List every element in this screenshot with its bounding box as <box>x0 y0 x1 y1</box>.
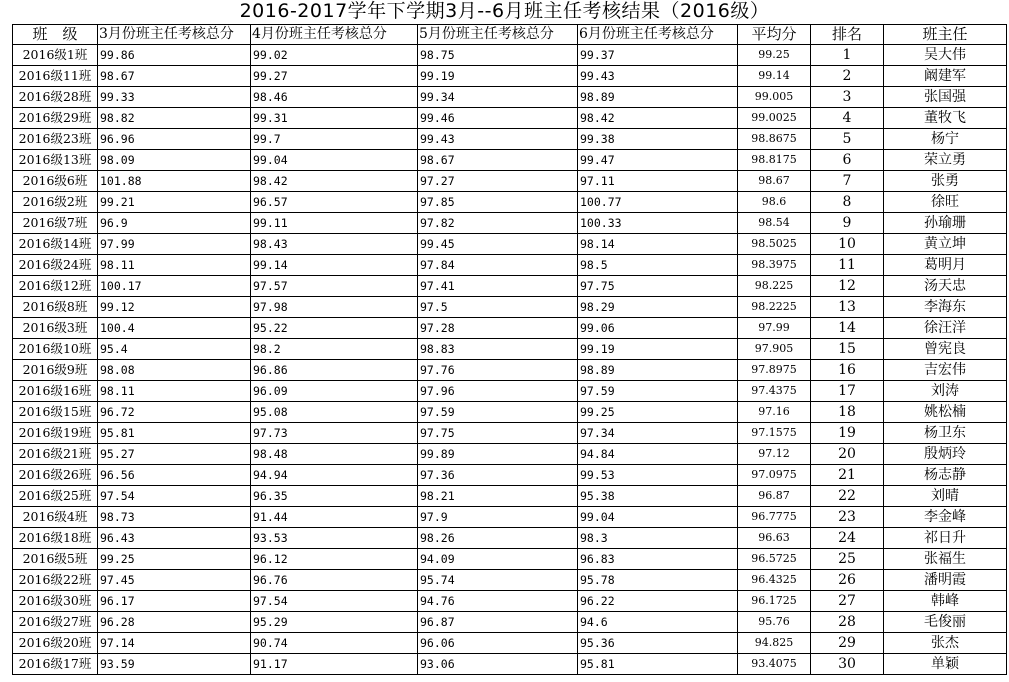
april-score-cell: 91.17 <box>251 654 418 675</box>
table-row <box>13 549 1007 570</box>
rank-cell: 30 <box>811 654 884 675</box>
class-cell: 2016级30班 <box>13 591 98 612</box>
rank-cell: 7 <box>811 171 884 192</box>
teacher-cell: 阚建军 <box>884 66 1007 87</box>
april-score-cell: 96.12 <box>251 549 418 570</box>
rank-cell: 22 <box>811 486 884 507</box>
april-score-cell: 95.08 <box>251 402 418 423</box>
header-average: 平均分 <box>738 25 811 45</box>
class-cell: 2016级12班 <box>13 276 98 297</box>
teacher-cell: 董牧飞 <box>884 108 1007 129</box>
header-teacher: 班主任 <box>884 25 1007 45</box>
class-cell: 2016级28班 <box>13 87 98 108</box>
march-score-cell: 97.45 <box>98 570 251 591</box>
class-cell: 2016级2班 <box>13 192 98 213</box>
table-row <box>13 150 1007 171</box>
class-cell: 2016级10班 <box>13 339 98 360</box>
april-score-cell: 90.74 <box>251 633 418 654</box>
teacher-cell: 潘明霞 <box>884 570 1007 591</box>
average-cell: 95.76 <box>738 612 811 633</box>
april-score-cell: 96.76 <box>251 570 418 591</box>
march-score-cell: 99.12 <box>98 297 251 318</box>
may-score-cell: 96.06 <box>418 633 578 654</box>
may-score-cell: 94.09 <box>418 549 578 570</box>
april-score-cell: 93.53 <box>251 528 418 549</box>
april-score-cell: 96.09 <box>251 381 418 402</box>
march-score-cell: 96.56 <box>98 465 251 486</box>
average-cell: 98.54 <box>738 213 811 234</box>
table-row <box>13 570 1007 591</box>
rank-cell: 16 <box>811 360 884 381</box>
average-cell: 98.67 <box>738 171 811 192</box>
may-score-cell: 97.75 <box>418 423 578 444</box>
june-score-cell: 98.29 <box>578 297 738 318</box>
header-march: 3月份班主任考核总分 <box>98 25 251 45</box>
average-cell: 97.12 <box>738 444 811 465</box>
june-score-cell: 95.78 <box>578 570 738 591</box>
march-score-cell: 100.4 <box>98 318 251 339</box>
april-score-cell: 98.42 <box>251 171 418 192</box>
table-row <box>13 633 1007 654</box>
april-score-cell: 95.22 <box>251 318 418 339</box>
table-row <box>13 213 1007 234</box>
march-score-cell: 99.25 <box>98 549 251 570</box>
march-score-cell: 96.96 <box>98 129 251 150</box>
class-cell: 2016级26班 <box>13 465 98 486</box>
table-row <box>13 276 1007 297</box>
march-score-cell: 98.67 <box>98 66 251 87</box>
class-cell: 2016级15班 <box>13 402 98 423</box>
teacher-cell: 殷炳玲 <box>884 444 1007 465</box>
march-score-cell: 98.82 <box>98 108 251 129</box>
march-score-cell: 98.11 <box>98 255 251 276</box>
april-score-cell: 97.98 <box>251 297 418 318</box>
may-score-cell: 95.74 <box>418 570 578 591</box>
table-row <box>13 108 1007 129</box>
march-score-cell: 98.11 <box>98 381 251 402</box>
may-score-cell: 93.06 <box>418 654 578 675</box>
may-score-cell: 98.67 <box>418 150 578 171</box>
june-score-cell: 97.75 <box>578 276 738 297</box>
header-class: 班 级 <box>13 25 98 45</box>
rank-cell: 17 <box>811 381 884 402</box>
may-score-cell: 97.59 <box>418 402 578 423</box>
teacher-cell: 刘涛 <box>884 381 1007 402</box>
rank-cell: 4 <box>811 108 884 129</box>
may-score-cell: 99.43 <box>418 129 578 150</box>
table-row <box>13 465 1007 486</box>
table-row <box>13 87 1007 108</box>
april-score-cell: 98.43 <box>251 234 418 255</box>
june-score-cell: 99.43 <box>578 66 738 87</box>
class-cell: 2016级25班 <box>13 486 98 507</box>
april-score-cell: 99.7 <box>251 129 418 150</box>
average-cell: 98.225 <box>738 276 811 297</box>
april-score-cell: 96.57 <box>251 192 418 213</box>
june-score-cell: 99.06 <box>578 318 738 339</box>
teacher-cell: 汤天忠 <box>884 276 1007 297</box>
rank-cell: 3 <box>811 87 884 108</box>
rank-cell: 29 <box>811 633 884 654</box>
april-score-cell: 98.48 <box>251 444 418 465</box>
may-score-cell: 97.76 <box>418 360 578 381</box>
rank-cell: 19 <box>811 423 884 444</box>
teacher-cell: 张国强 <box>884 87 1007 108</box>
teacher-cell: 孙瑜珊 <box>884 213 1007 234</box>
average-cell: 99.14 <box>738 66 811 87</box>
march-score-cell: 93.59 <box>98 654 251 675</box>
table-row <box>13 45 1007 66</box>
rank-cell: 8 <box>811 192 884 213</box>
header-april: 4月份班主任考核总分 <box>251 25 418 45</box>
rank-cell: 14 <box>811 318 884 339</box>
rank-cell: 10 <box>811 234 884 255</box>
header-may: 5月份班主任考核总分 <box>418 25 578 45</box>
rank-cell: 5 <box>811 129 884 150</box>
class-cell: 2016级9班 <box>13 360 98 381</box>
teacher-cell: 毛俊丽 <box>884 612 1007 633</box>
class-cell: 2016级17班 <box>13 654 98 675</box>
april-score-cell: 99.14 <box>251 255 418 276</box>
march-score-cell: 99.21 <box>98 192 251 213</box>
may-score-cell: 99.34 <box>418 87 578 108</box>
class-cell: 2016级4班 <box>13 507 98 528</box>
header-june: 6月份班主任考核总分 <box>578 25 738 45</box>
table-row <box>13 444 1007 465</box>
may-score-cell: 98.21 <box>418 486 578 507</box>
june-score-cell: 99.53 <box>578 465 738 486</box>
may-score-cell: 97.27 <box>418 171 578 192</box>
average-cell: 96.87 <box>738 486 811 507</box>
june-score-cell: 99.37 <box>578 45 738 66</box>
average-cell: 96.5725 <box>738 549 811 570</box>
table-row <box>13 234 1007 255</box>
may-score-cell: 99.19 <box>418 66 578 87</box>
june-score-cell: 100.77 <box>578 192 738 213</box>
march-score-cell: 98.09 <box>98 150 251 171</box>
average-cell: 97.0975 <box>738 465 811 486</box>
table-row <box>13 507 1007 528</box>
rank-cell: 18 <box>811 402 884 423</box>
teacher-cell: 杨志静 <box>884 465 1007 486</box>
header-row <box>13 25 1007 45</box>
rank-cell: 12 <box>811 276 884 297</box>
rank-cell: 2 <box>811 66 884 87</box>
may-score-cell: 97.36 <box>418 465 578 486</box>
rank-cell: 11 <box>811 255 884 276</box>
class-cell: 2016级29班 <box>13 108 98 129</box>
march-score-cell: 101.88 <box>98 171 251 192</box>
teacher-cell: 刘晴 <box>884 486 1007 507</box>
march-score-cell: 96.17 <box>98 591 251 612</box>
june-score-cell: 94.6 <box>578 612 738 633</box>
class-cell: 2016级18班 <box>13 528 98 549</box>
may-score-cell: 97.96 <box>418 381 578 402</box>
june-score-cell: 97.59 <box>578 381 738 402</box>
may-score-cell: 97.84 <box>418 255 578 276</box>
april-score-cell: 96.86 <box>251 360 418 381</box>
table-row <box>13 381 1007 402</box>
table-row <box>13 171 1007 192</box>
sheet-title: 2016-2017学年下学期3月--6月班主任考核结果（2016级） <box>239 0 770 22</box>
april-score-cell: 98.2 <box>251 339 418 360</box>
june-score-cell: 98.5 <box>578 255 738 276</box>
may-score-cell: 99.46 <box>418 108 578 129</box>
april-score-cell: 99.27 <box>251 66 418 87</box>
june-score-cell: 100.33 <box>578 213 738 234</box>
june-score-cell: 98.42 <box>578 108 738 129</box>
class-cell: 2016级23班 <box>13 129 98 150</box>
april-score-cell: 98.46 <box>251 87 418 108</box>
average-cell: 98.8675 <box>738 129 811 150</box>
april-score-cell: 97.73 <box>251 423 418 444</box>
class-cell: 2016级13班 <box>13 150 98 171</box>
june-score-cell: 98.3 <box>578 528 738 549</box>
june-score-cell: 96.83 <box>578 549 738 570</box>
table-row <box>13 318 1007 339</box>
march-score-cell: 96.72 <box>98 402 251 423</box>
may-score-cell: 98.26 <box>418 528 578 549</box>
class-cell: 2016级27班 <box>13 612 98 633</box>
june-score-cell: 99.19 <box>578 339 738 360</box>
table-row <box>13 339 1007 360</box>
june-score-cell: 98.89 <box>578 87 738 108</box>
teacher-cell: 杨卫东 <box>884 423 1007 444</box>
march-score-cell: 98.73 <box>98 507 251 528</box>
average-cell: 98.8175 <box>738 150 811 171</box>
teacher-cell: 姚松楠 <box>884 402 1007 423</box>
teacher-cell: 吉宏伟 <box>884 360 1007 381</box>
class-cell: 2016级3班 <box>13 318 98 339</box>
june-score-cell: 98.14 <box>578 234 738 255</box>
june-score-cell: 99.04 <box>578 507 738 528</box>
rank-cell: 21 <box>811 465 884 486</box>
march-score-cell: 96.9 <box>98 213 251 234</box>
table-row <box>13 255 1007 276</box>
march-score-cell: 96.43 <box>98 528 251 549</box>
may-score-cell: 98.75 <box>418 45 578 66</box>
table-row <box>13 297 1007 318</box>
march-score-cell: 97.54 <box>98 486 251 507</box>
march-score-cell: 96.28 <box>98 612 251 633</box>
teacher-cell: 张福生 <box>884 549 1007 570</box>
average-cell: 97.1575 <box>738 423 811 444</box>
table-row <box>13 66 1007 87</box>
class-cell: 2016级5班 <box>13 549 98 570</box>
table-row <box>13 360 1007 381</box>
class-cell: 2016级22班 <box>13 570 98 591</box>
class-cell: 2016级7班 <box>13 213 98 234</box>
teacher-cell: 韩峰 <box>884 591 1007 612</box>
rank-cell: 1 <box>811 45 884 66</box>
june-score-cell: 99.47 <box>578 150 738 171</box>
may-score-cell: 97.9 <box>418 507 578 528</box>
may-score-cell: 97.85 <box>418 192 578 213</box>
average-cell: 97.8975 <box>738 360 811 381</box>
average-cell: 97.4375 <box>738 381 811 402</box>
teacher-cell: 李海东 <box>884 297 1007 318</box>
may-score-cell: 97.82 <box>418 213 578 234</box>
june-score-cell: 97.34 <box>578 423 738 444</box>
rank-cell: 25 <box>811 549 884 570</box>
table-row <box>13 423 1007 444</box>
average-cell: 96.4325 <box>738 570 811 591</box>
class-cell: 2016级14班 <box>13 234 98 255</box>
average-cell: 96.1725 <box>738 591 811 612</box>
average-cell: 96.63 <box>738 528 811 549</box>
march-score-cell: 95.81 <box>98 423 251 444</box>
may-score-cell: 97.41 <box>418 276 578 297</box>
average-cell: 98.2225 <box>738 297 811 318</box>
teacher-cell: 杨宁 <box>884 129 1007 150</box>
april-score-cell: 96.35 <box>251 486 418 507</box>
teacher-cell: 祁日升 <box>884 528 1007 549</box>
average-cell: 98.3975 <box>738 255 811 276</box>
may-score-cell: 98.83 <box>418 339 578 360</box>
march-score-cell: 99.86 <box>98 45 251 66</box>
average-cell: 97.99 <box>738 318 811 339</box>
average-cell: 94.825 <box>738 633 811 654</box>
teacher-cell: 曾宪良 <box>884 339 1007 360</box>
class-cell: 2016级20班 <box>13 633 98 654</box>
march-score-cell: 98.08 <box>98 360 251 381</box>
april-score-cell: 95.29 <box>251 612 418 633</box>
header-rank: 排名 <box>811 25 884 45</box>
march-score-cell: 97.14 <box>98 633 251 654</box>
april-score-cell: 97.57 <box>251 276 418 297</box>
average-cell: 98.5025 <box>738 234 811 255</box>
average-cell: 98.6 <box>738 192 811 213</box>
june-score-cell: 99.25 <box>578 402 738 423</box>
june-score-cell: 95.38 <box>578 486 738 507</box>
may-score-cell: 99.89 <box>418 444 578 465</box>
teacher-cell: 李金峰 <box>884 507 1007 528</box>
rank-cell: 6 <box>811 150 884 171</box>
average-cell: 93.4075 <box>738 654 811 675</box>
table-row <box>13 486 1007 507</box>
april-score-cell: 91.44 <box>251 507 418 528</box>
rank-cell: 27 <box>811 591 884 612</box>
table-row <box>13 654 1007 675</box>
april-score-cell: 97.54 <box>251 591 418 612</box>
june-score-cell: 97.11 <box>578 171 738 192</box>
rank-cell: 15 <box>811 339 884 360</box>
teacher-cell: 吴大伟 <box>884 45 1007 66</box>
rank-cell: 28 <box>811 612 884 633</box>
teacher-cell: 张杰 <box>884 633 1007 654</box>
teacher-cell: 葛明月 <box>884 255 1007 276</box>
rank-cell: 23 <box>811 507 884 528</box>
march-score-cell: 97.99 <box>98 234 251 255</box>
class-cell: 2016级19班 <box>13 423 98 444</box>
table-row <box>13 129 1007 150</box>
april-score-cell: 99.31 <box>251 108 418 129</box>
average-cell: 96.7775 <box>738 507 811 528</box>
april-score-cell: 99.04 <box>251 150 418 171</box>
table-row <box>13 192 1007 213</box>
may-score-cell: 96.87 <box>418 612 578 633</box>
teacher-cell: 徐汪洋 <box>884 318 1007 339</box>
march-score-cell: 99.33 <box>98 87 251 108</box>
june-score-cell: 99.38 <box>578 129 738 150</box>
june-score-cell: 95.36 <box>578 633 738 654</box>
table-row <box>13 591 1007 612</box>
average-cell: 97.905 <box>738 339 811 360</box>
may-score-cell: 97.28 <box>418 318 578 339</box>
average-cell: 99.25 <box>738 45 811 66</box>
average-cell: 99.0025 <box>738 108 811 129</box>
teacher-cell: 徐旺 <box>884 192 1007 213</box>
class-cell: 2016级8班 <box>13 297 98 318</box>
rank-cell: 20 <box>811 444 884 465</box>
rank-cell: 9 <box>811 213 884 234</box>
class-cell: 2016级24班 <box>13 255 98 276</box>
teacher-cell: 荣立勇 <box>884 150 1007 171</box>
march-score-cell: 95.27 <box>98 444 251 465</box>
june-score-cell: 96.22 <box>578 591 738 612</box>
may-score-cell: 99.45 <box>418 234 578 255</box>
april-score-cell: 94.94 <box>251 465 418 486</box>
results-table <box>12 24 1007 675</box>
rank-cell: 24 <box>811 528 884 549</box>
class-cell: 2016级1班 <box>13 45 98 66</box>
march-score-cell: 95.4 <box>98 339 251 360</box>
teacher-cell: 黄立坤 <box>884 234 1007 255</box>
table-row <box>13 528 1007 549</box>
may-score-cell: 97.5 <box>418 297 578 318</box>
class-cell: 2016级6班 <box>13 171 98 192</box>
average-cell: 99.005 <box>738 87 811 108</box>
table-row <box>13 612 1007 633</box>
april-score-cell: 99.02 <box>251 45 418 66</box>
may-score-cell: 94.76 <box>418 591 578 612</box>
teacher-cell: 张勇 <box>884 171 1007 192</box>
class-cell: 2016级21班 <box>13 444 98 465</box>
class-cell: 2016级16班 <box>13 381 98 402</box>
rank-cell: 13 <box>811 297 884 318</box>
class-cell: 2016级11班 <box>13 66 98 87</box>
table-row <box>13 402 1007 423</box>
june-score-cell: 94.84 <box>578 444 738 465</box>
rank-cell: 26 <box>811 570 884 591</box>
table-body <box>13 45 1007 675</box>
june-score-cell: 98.89 <box>578 360 738 381</box>
march-score-cell: 100.17 <box>98 276 251 297</box>
teacher-cell: 单颖 <box>884 654 1007 675</box>
average-cell: 97.16 <box>738 402 811 423</box>
june-score-cell: 95.81 <box>578 654 738 675</box>
april-score-cell: 99.11 <box>251 213 418 234</box>
